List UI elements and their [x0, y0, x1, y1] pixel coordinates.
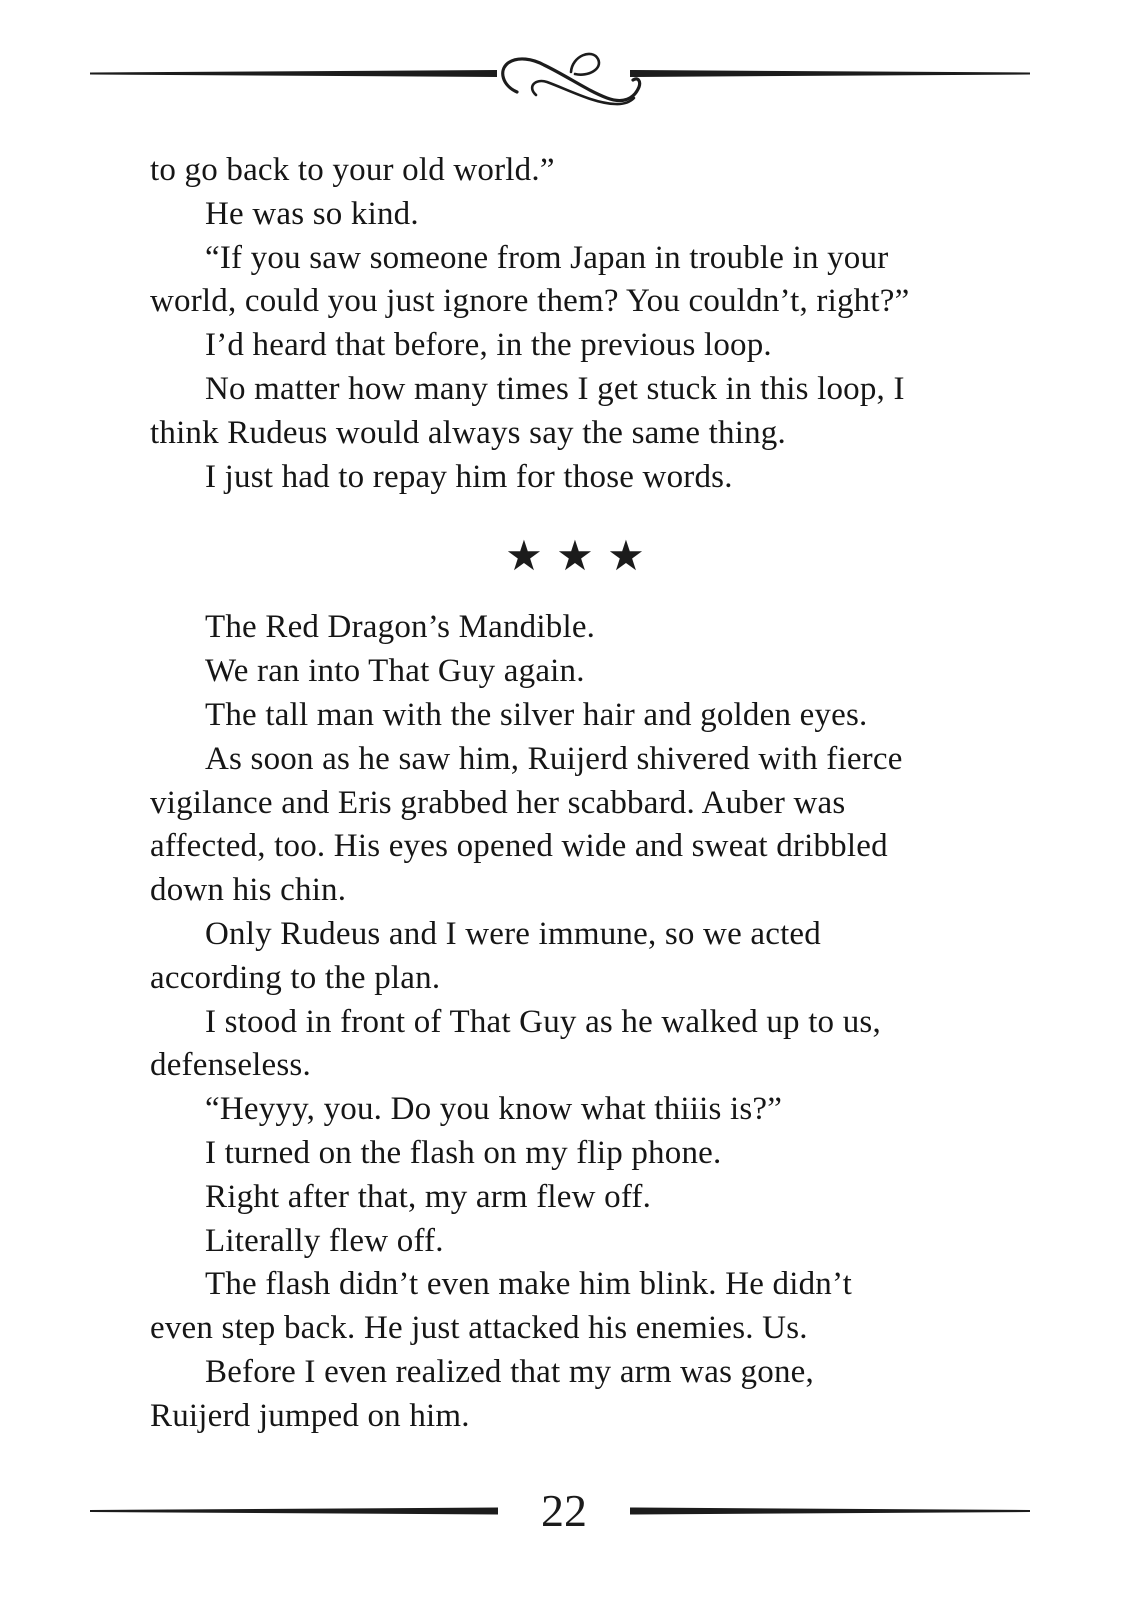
text-line: I stood in front of That Guy as he walked up to us,: [205, 1003, 881, 1040]
text-line: I just had to repay him for those words.: [205, 458, 733, 495]
text-line: “If you saw someone from Japan in trouble in your: [205, 239, 889, 276]
footer-rule-right: [630, 1508, 1030, 1515]
header-rule-left: [90, 70, 497, 77]
page-number: 22: [541, 1485, 587, 1536]
body-text: [150, 149, 1000, 1439]
text-line: Literally flew off.: [205, 1222, 444, 1259]
footer-rule-left: [90, 1508, 498, 1515]
text-line: even step back. He just attacked his enemies. Us.: [150, 1310, 808, 1347]
text-block-after-break: [150, 606, 1000, 1438]
text-line: Before I even realized that my arm was gone,: [205, 1353, 814, 1390]
text-line: We ran into That Guy again.: [205, 653, 585, 690]
text-line: The flash didn’t even make him blink. He didn’t: [205, 1266, 852, 1303]
header-rule-right: [630, 70, 1030, 77]
text-block-before-break: [150, 149, 1000, 499]
text-line: vigilance and Eris grabbed her scabbard. Auber was: [150, 784, 846, 821]
text-line: world, could you just ignore them? You couldn’t, right?”: [150, 283, 910, 320]
text-line: Ruijerd jumped on him.: [150, 1397, 470, 1434]
text-line: I’d heard that before, in the previous loop.: [205, 327, 772, 364]
text-line: according to the plan.: [150, 959, 441, 996]
text-line: to go back to your old world.”: [150, 152, 555, 188]
text-line: affected, too. His eyes opened wide and sweat dribbled: [150, 828, 888, 865]
text-line: defenseless.: [150, 1047, 311, 1084]
scene-break-stars: ★ ★ ★: [505, 531, 645, 581]
header-divider: [0, 20, 1122, 140]
text-line: think Rudeus would always say the same thing.: [150, 414, 786, 451]
text-line: The tall man with the silver hair and golden eyes.: [205, 696, 868, 733]
text-line: down his chin.: [150, 872, 347, 909]
text-line: The Red Dragon’s Mandible.: [205, 609, 596, 646]
calligraphic-flourish-icon: [503, 54, 640, 104]
text-line: I turned on the flash on my flip phone.: [205, 1134, 722, 1171]
text-line: He was so kind.: [205, 195, 419, 232]
text-line: Only Rudeus and I were immune, so we acted: [205, 915, 821, 952]
text-line: As soon as he saw him, Ruijerd shivered with fierce: [205, 740, 903, 777]
text-line: Right after that, my arm flew off.: [205, 1178, 652, 1215]
text-line: “Heyyy, you. Do you know what thiiis is?”: [205, 1091, 783, 1128]
text-line: No matter how many times I get stuck in this loop, I: [205, 370, 905, 407]
